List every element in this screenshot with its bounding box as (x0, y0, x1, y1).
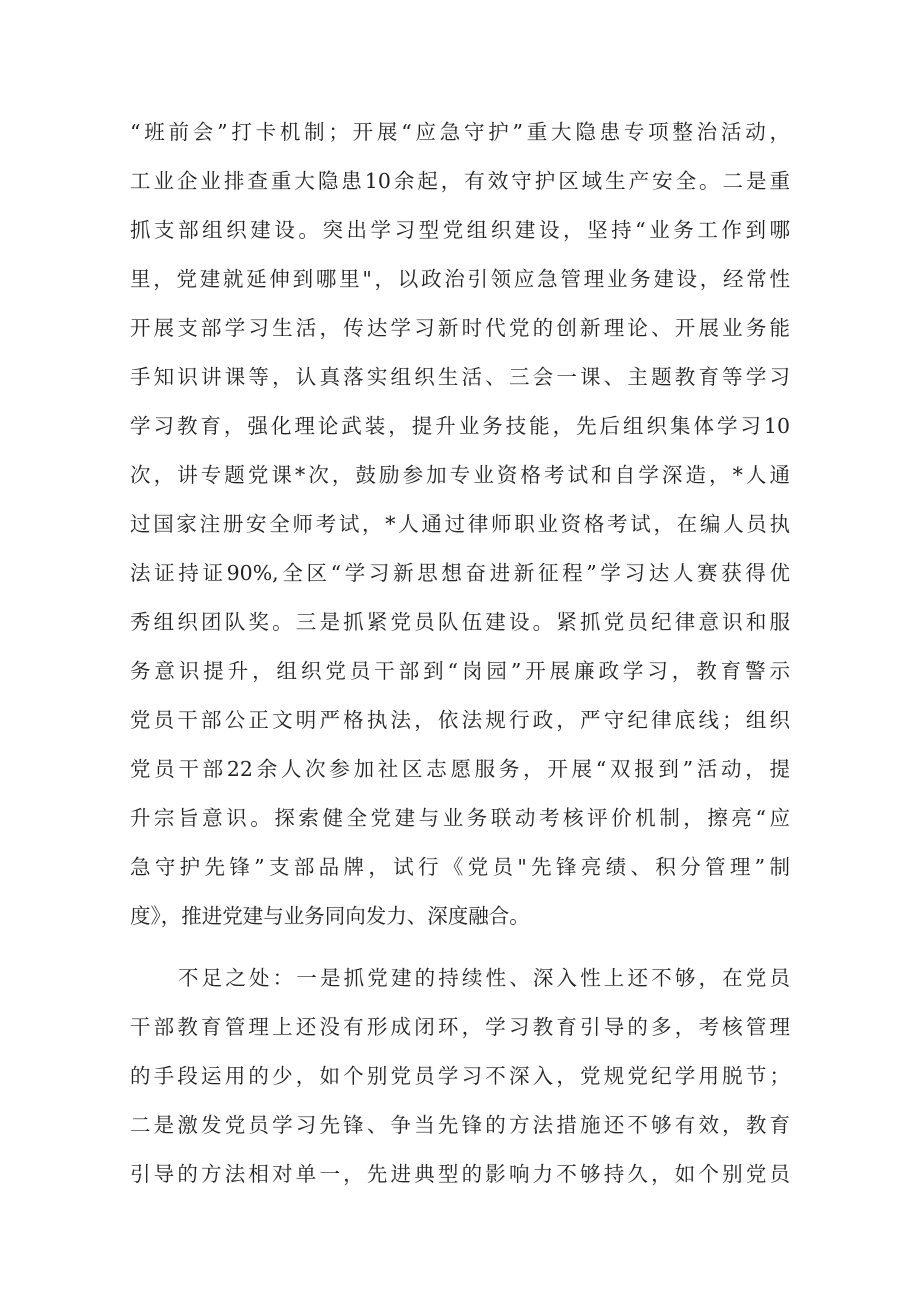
text-line: 的手段运用的少，如个别党员学习不深入，党规党纪学用脱节； (130, 1064, 790, 1088)
text-line: “班前会”打卡机制；开展“应急守护”重大隐患专项整治活动， (130, 120, 790, 144)
text-line: 度》，推进党建与业务同向发力、深度融合。 (130, 904, 530, 928)
text-line: 法证持证90%,全区“学习新思想奋进新征程”学习达人赛获得优 (130, 561, 790, 585)
text-line: 急守护先锋”支部品牌，试行《党员"先锋亮绩、积分管理”制 (130, 855, 790, 879)
text-line: 升宗旨意识。探索健全党建与业务联动考核评价机制，擦亮“应 (130, 806, 790, 830)
text-line: 工业企业排查重大隐患10余起，有效守护区域生产安全。二是重 (130, 169, 790, 193)
text-line: 党员干部公正文明严格执法，依法规行政，严守纪律底线；组织 (130, 708, 790, 732)
text-line: 学习教育，强化理论武装，提升业务技能，先后组织集体学习10 (130, 414, 790, 438)
text-line: 秀组织团队奖。三是抓紧党员队伍建设。紧抓党员纪律意识和服 (130, 610, 790, 634)
text-line: 里，党建就延伸到哪里"，以政治引领应急管理业务建设，经常性 (130, 267, 790, 291)
text-line: 务意识提升，组织党员干部到“岗园”开展廉政学习，教育警示 (130, 659, 790, 683)
text-line: 党员干部22余人次参加社区志愿服务，开展“双报到”活动，提 (130, 757, 790, 781)
text-line: 过国家注册安全师考试，*人通过律师职业资格考试，在编人员执 (130, 512, 790, 536)
text-line: 不足之处：一是抓党建的持续性、深入性上还不够，在党员 (178, 966, 790, 990)
text-line: 次，讲专题党课*次，鼓励参加专业资格考试和自学深造，*人通 (130, 463, 790, 487)
text-line: 引导的方法相对单一，先进典型的影响力不够持久，如个别党员 (130, 1162, 790, 1186)
text-line: 二是激发党员学习先锋、争当先锋的方法措施还不够有效，教育 (130, 1113, 790, 1137)
text-line: 抓支部组织建设。突出学习型党组织建设，坚持“业务工作到哪 (130, 218, 790, 242)
text-line: 干部教育管理上还没有形成闭环，学习教育引导的多，考核管理 (130, 1015, 790, 1039)
text-line: 手知识讲课等，认真落实组织生活、三会一课、主题教育等学习 (130, 365, 790, 389)
text-line: 开展支部学习生活，传达学习新时代党的创新理论、开展业务能 (130, 316, 790, 340)
